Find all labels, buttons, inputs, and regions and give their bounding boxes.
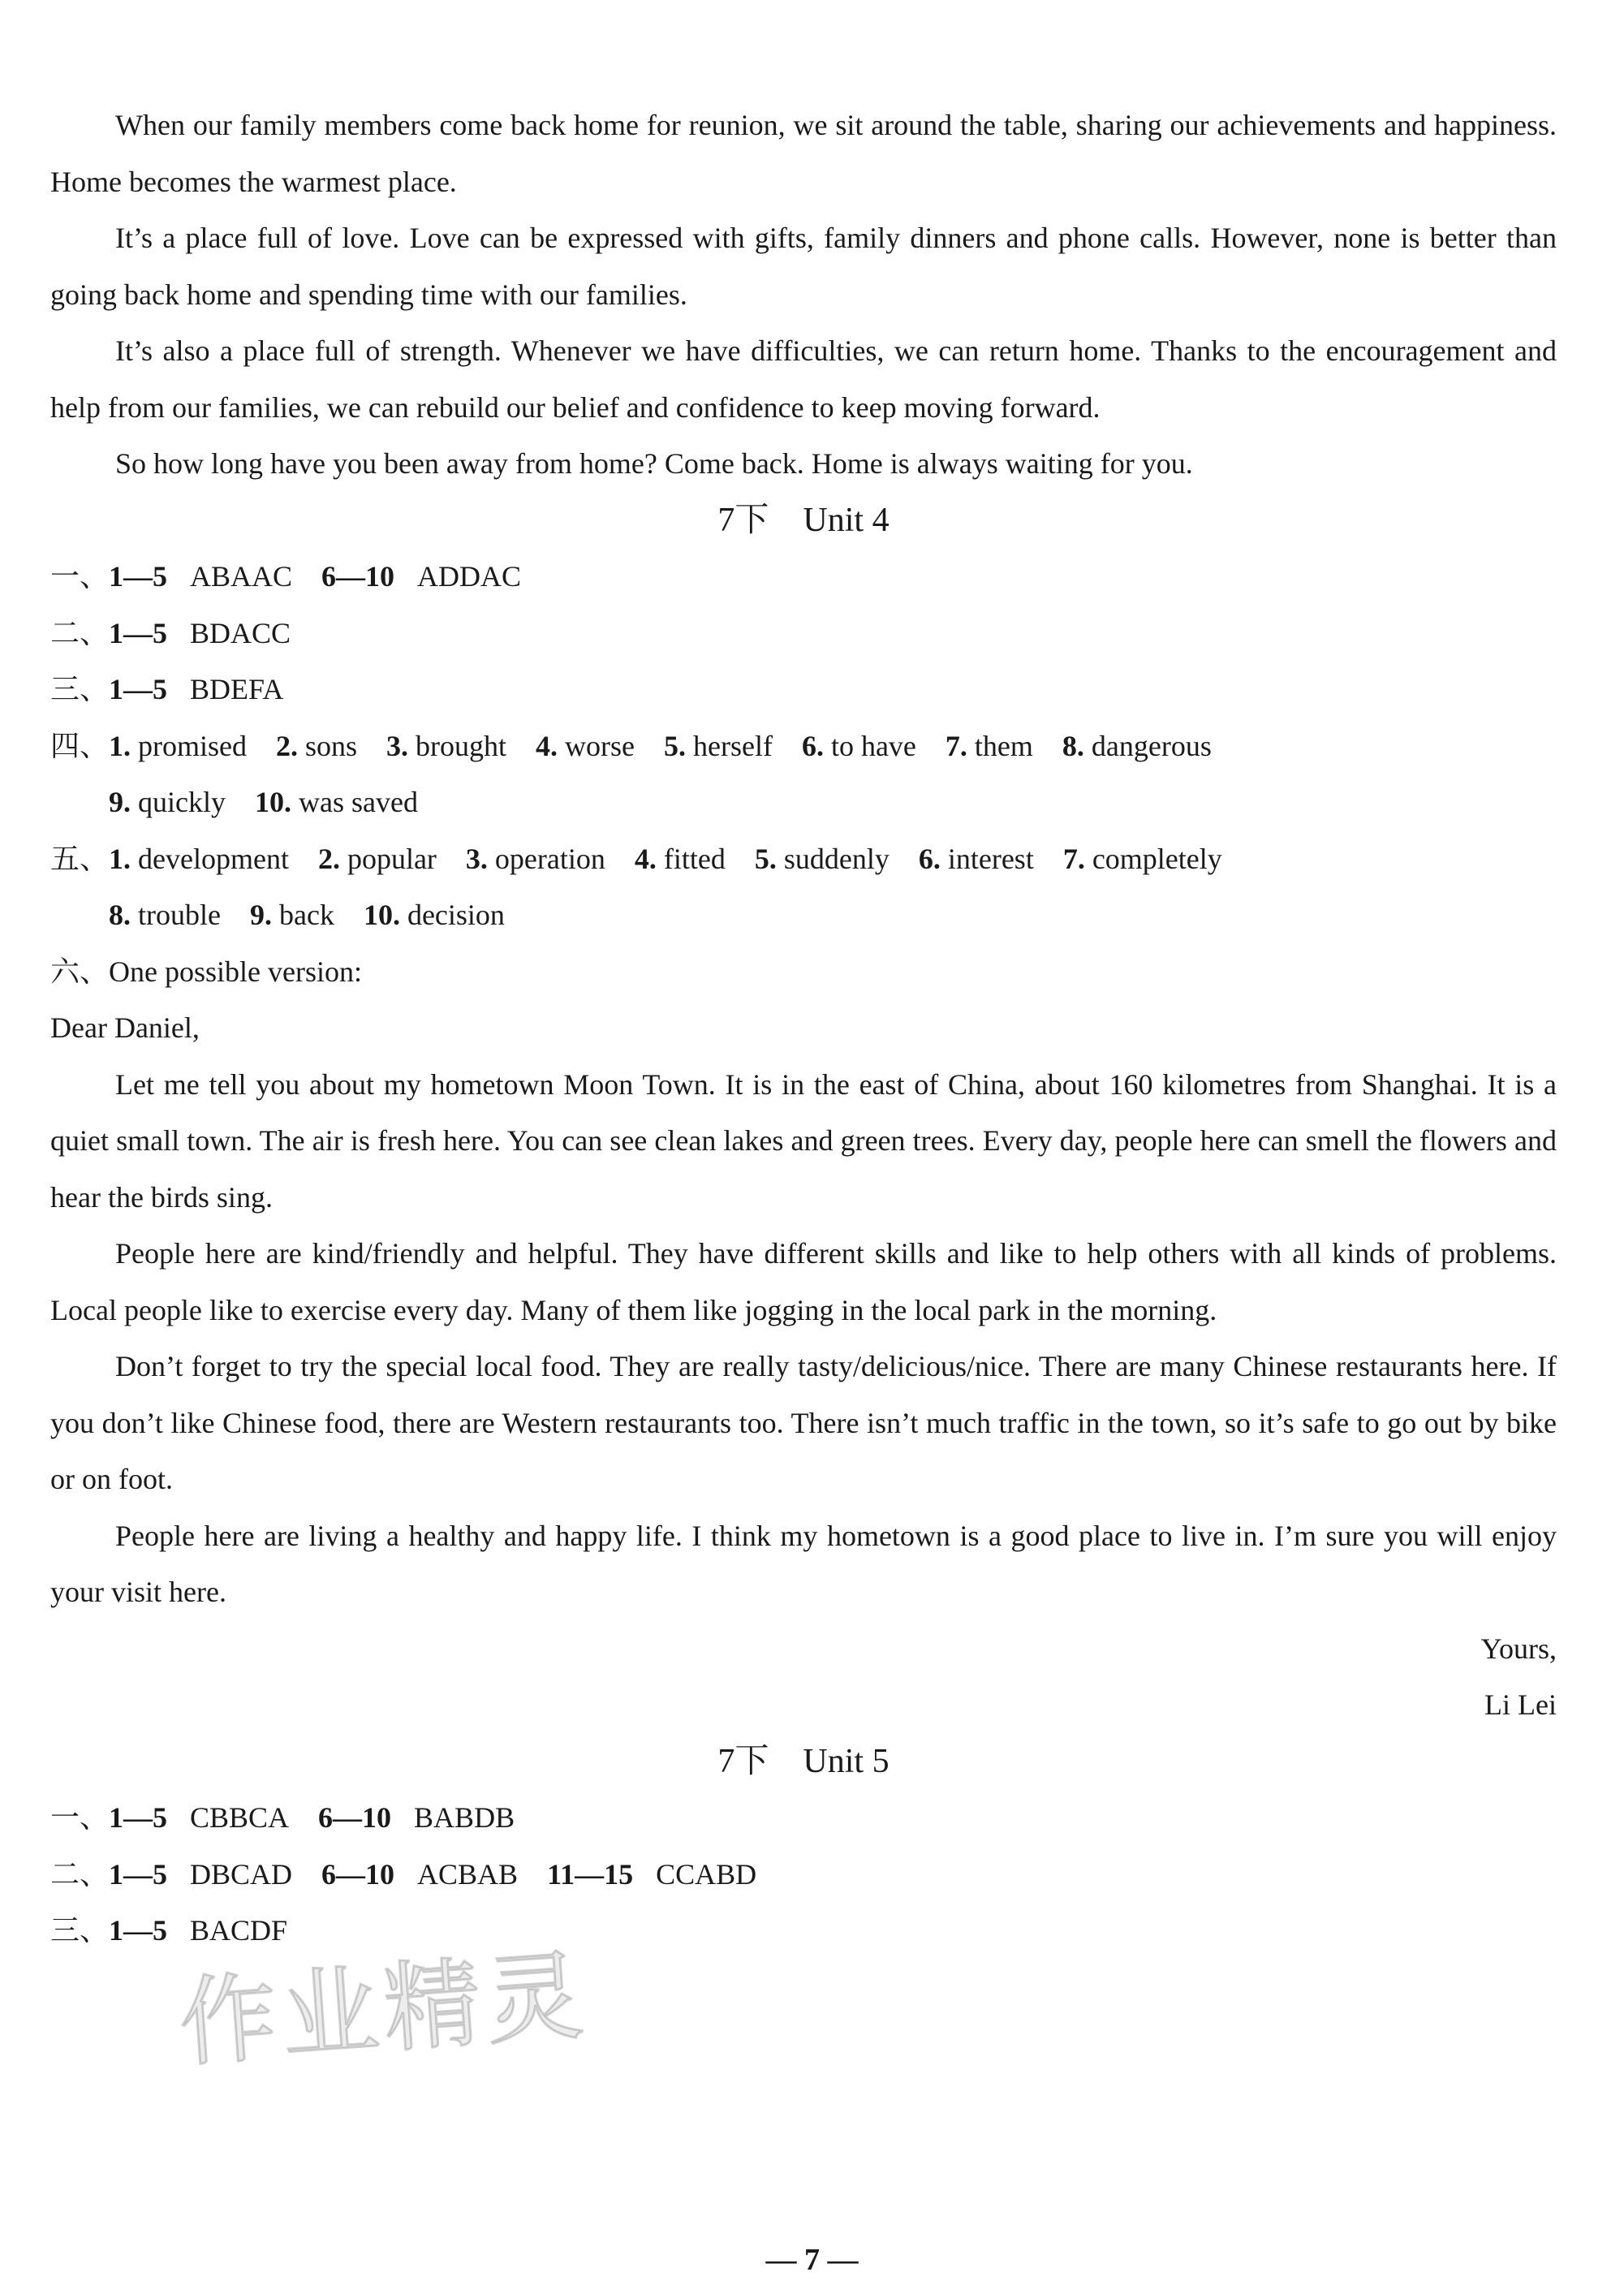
answer: quickly (138, 786, 226, 818)
unit5-title: 7下 Unit 5 (717, 1742, 890, 1780)
answer: BDEFA (190, 673, 284, 705)
item-number: 10. (363, 899, 400, 931)
range: 6—10 (321, 560, 395, 593)
intro-paragraph-4: So how long have you been away from home? Come back. Home is always waiting for you. (115, 447, 1193, 480)
answer: decision (407, 899, 505, 931)
section-label: 二、 (50, 1857, 110, 1891)
answer: BDACC (190, 616, 291, 649)
unit4-section-4-line-2 (50, 774, 1557, 831)
item-number: 6. (918, 842, 941, 875)
unit4-section-5-line-1 (50, 831, 1557, 888)
unit5-section-1 (50, 1790, 1557, 1847)
item-number: 8. (1062, 729, 1084, 762)
range: 1—5 (109, 1914, 167, 1947)
unit4-section-1 (50, 549, 1557, 606)
section-label: 五、 (50, 842, 110, 875)
answer: BABDB (414, 1801, 515, 1834)
item-number: 6. (801, 729, 824, 762)
range: 1—5 (109, 673, 167, 705)
item-number: 3. (386, 729, 409, 762)
answer: suddenly (783, 842, 890, 875)
answer: to have (830, 729, 916, 762)
section-label: 四、 (50, 729, 110, 762)
section-label: 一、 (50, 560, 110, 593)
unit5-section-2 (50, 1847, 1557, 1904)
unit4-section-6 (50, 944, 1557, 1001)
answer: worse (565, 729, 635, 762)
answer: development (138, 842, 289, 875)
letter-signature: Li Lei (1484, 1688, 1557, 1721)
intro-paragraph-2: It’s a place full of love. Love can be expressed with gifts, family dinners and phone calls. However, none is better than going back home and spending time with our families. (50, 222, 1557, 311)
answer: CBBCA (190, 1801, 290, 1834)
answer: ADDAC (417, 560, 522, 593)
letter-paragraph-4: People here are living a healthy and happy life. I think my hometown is a good place to live in. I’m sure you will enjoy your visit here. (50, 1519, 1557, 1608)
intro-paragraph-3: It’s also a place full of strength. Whenever we have difficulties, we can return home. Thanks to the encouragement and help from our families, we can rebuild our belief and confidence to keep moving forward. (50, 334, 1557, 424)
answer: promised (138, 729, 247, 762)
item-number: 10. (254, 786, 291, 818)
answer-page (50, 97, 1557, 1960)
item-number: 4. (634, 842, 657, 875)
item-number: 8. (109, 899, 131, 931)
letter-closing: Yours, (1480, 1632, 1557, 1665)
range: 1—5 (109, 560, 167, 593)
letter-paragraph-3: Don’t forget to try the special local food. They are really tasty/delicious/nice. There are many Chinese restaurants here. If you don’t like Chinese food, there are Western restaurants too. There isn’t much traffic in the town, so it’s safe to go out by bike or on foot. (50, 1350, 1557, 1495)
section-text: One possible version: (109, 955, 362, 988)
answer: herself (693, 729, 773, 762)
item-number: 1. (109, 729, 131, 762)
letter-paragraph-1: Let me tell you about my hometown Moon Town. It is in the east of China, about 160 kilometres from Shanghai. It is a quiet small town. The air is fresh here. You can see clean lakes and green trees. Every day, people here can smell the flowers and hear the birds sing. (50, 1067, 1557, 1214)
item-number: 5. (754, 842, 777, 875)
answer: brought (416, 729, 507, 762)
answer: BACDF (190, 1914, 288, 1947)
answer: interest (947, 842, 1034, 875)
answer: ABAAC (190, 560, 293, 593)
answer: was saved (298, 786, 418, 818)
answer: dangerous (1091, 729, 1212, 762)
answer: popular (347, 842, 437, 875)
item-number: 3. (465, 842, 488, 875)
range: 6—10 (318, 1801, 392, 1834)
intro-paragraph-1: When our family members come back home for reunion, we sit around the table, sharing our achievements and happiness. Home becomes the warmest place. (50, 109, 1557, 198)
answer: sons (304, 729, 358, 762)
range: 6—10 (321, 1857, 395, 1891)
answer: fitted (663, 842, 726, 875)
answer: them (974, 729, 1033, 762)
unit4-section-3 (50, 662, 1557, 718)
item-number: 5. (664, 729, 686, 762)
section-label: 三、 (50, 673, 110, 705)
item-number: 9. (249, 899, 272, 931)
watermark-logo: 作业精灵 (175, 1939, 592, 2081)
section-label: 一、 (50, 1801, 110, 1834)
section-label: 六、 (50, 955, 110, 988)
range: 11—15 (547, 1857, 634, 1891)
page-number: — 7 — (765, 2243, 859, 2277)
range: 1—5 (109, 1801, 167, 1834)
unit4-title: 7下 Unit 4 (717, 501, 890, 539)
unit4-section-5-line-2 (50, 887, 1557, 944)
item-number: 9. (109, 786, 131, 818)
answer: CCABD (656, 1857, 757, 1891)
item-number: 4. (536, 729, 558, 762)
item-number: 7. (1062, 842, 1085, 875)
answer: back (278, 899, 334, 931)
range: 1—5 (109, 616, 167, 649)
answer: trouble (138, 899, 221, 931)
letter-paragraph-2: People here are kind/friendly and helpful. They have different skills and like to help others with all kinds of problems. Local people like to exercise every day. Many of them like jogging in the local park in the morning. (50, 1237, 1557, 1326)
item-number: 2. (317, 842, 340, 875)
answer: ACBAB (417, 1857, 519, 1891)
unit4-section-2 (50, 606, 1557, 662)
item-number: 2. (275, 729, 298, 762)
answer: operation (494, 842, 605, 875)
letter-greeting: Dear Daniel, (50, 1011, 200, 1044)
answer: completely (1092, 842, 1222, 875)
unit4-section-4-line-1 (50, 718, 1557, 775)
answer: DBCAD (190, 1857, 293, 1891)
section-label: 三、 (50, 1914, 110, 1947)
item-number: 1. (109, 842, 131, 875)
item-number: 7. (945, 729, 967, 762)
section-label: 二、 (50, 616, 110, 649)
range: 1—5 (109, 1857, 167, 1891)
